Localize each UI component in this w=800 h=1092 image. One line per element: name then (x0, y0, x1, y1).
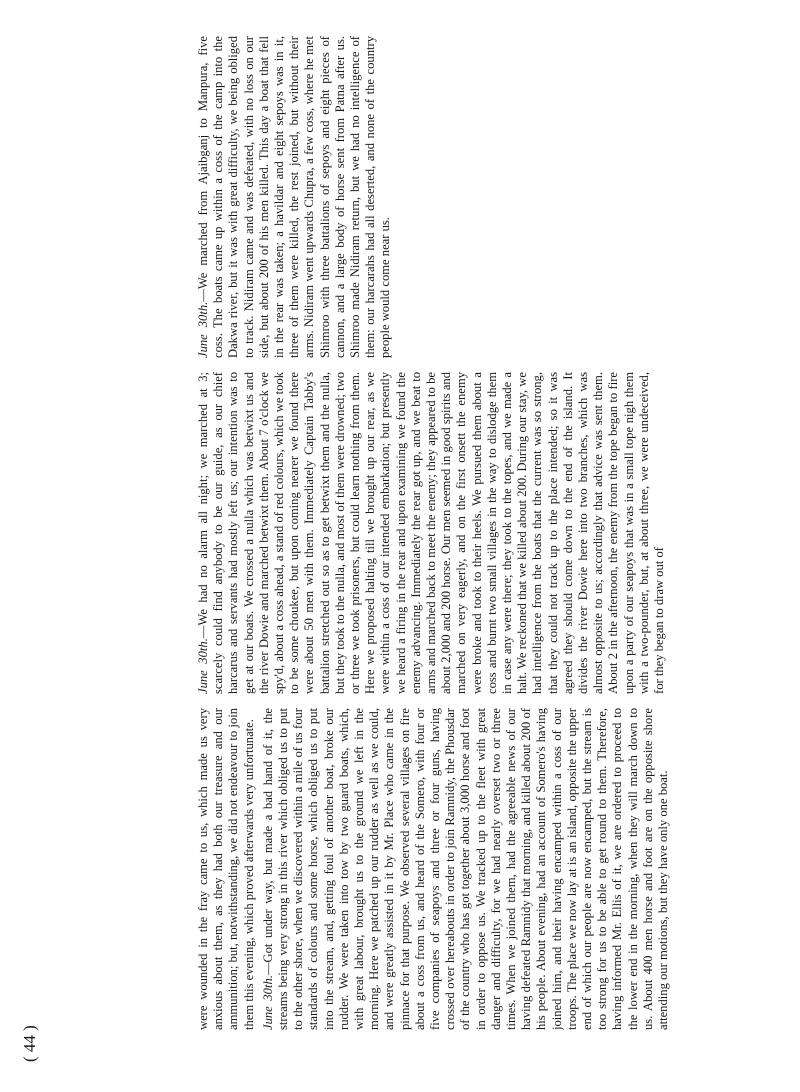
paragraph-text: —Got under way, but made a bad hand of it, the streams being very strong in this river which obliged us to put to the other shore, when we discovered within a mile of us four standards of colours and some horse, which obliged us to put into the stream, and, getting foul of another boat, broke our rudder. We were taken into tow by two guard boats, which, with great labour, brought us to the ground we left in the morning. Here we patched up our rudder as well as we could, and were greatly assisted in it by Mr. Place who came in the pinnace for that purpose. We observed several villages on fire about a coss from us, and heard of the Somero, with four or five companies of seapoys and three or four guns, having crossed over hereabouts in order to join Ramnidy, the Phousdar of the country who has got together about 3,000 horse and foot in order to oppose us. We tracked up to the fleet with great danger and difficulty, for we had nearly overset two or three times. When we joined them, had the agreeable news of our having defeated Ramnidy that morning, and killed about 200 of his people. About evening, had an account of Somero's having joined him, and their having encamped within a coss of our troops. The place we now lay at is an island, opposite the upper end of which our people are now encamped, but the stream is too strong for us to be able to get round to them. Therefore, having informed Mr. Ellis of it, we are ordered to proceed to the lower end in the morning, when they will march down to us. About 400 men horse and foot are on the opposite shore attending our motions, but they have only one boat. (260, 708, 671, 1030)
paragraph-text: —We had no alarm all night; we marched at 3; scarcely could find anybody to be our guide, as our chief harcarus and servants had mostly left us; our intention was to get at our boats. We crossed a nulla which was betwixt us and the river Dowie and marched betwixt them. About 7 o'clock we spy'd, about a coss ahead, a stand of red colours, which we took to be some choukee, but upon coming nearer we found there were about 50 men with them. Immediately Captain Tabby's battalion stretched out so as to get betwixt them and the nulla, but they took to the nulla, and most of them were drowned; two or three we took prisoners, but could learn nothing from them. Here we proposed halting till we brought up our rear, as we were within a coss of our intended embarkation; but presently we heard a firing in the rear and upon examining we found the enemy advancing. Immediately the rear got up, and we beat to arms and marched back to meet the enemy; they appeared to be about 2,000 and 200 horse. Our men seemed in good spirits and marched on very eagerly, and on the first onsett the enemy were broke and took to their heels. We pursued them about a coss and burnt two small villages in the way to dislodge them in case any were there; they took to the topes, and we made a halt. We reckoned that we killed about 200. During our stay, we had intelligence from the boats that the current was so strong, that they could not track up to the place intended; so it was agreed they should come down to the end of the island. It divides the river Dowie here into two branches, which was almost opposite to us; accordingly that advice was sent them. About 2 in the afternoon, the enemy from the tope began to fire upon a party of our seapoys that was in a small tope nigh them with a two-pounder, but, at about three, we were undeceived, for they began to draw out of (196, 372, 667, 694)
text-column-1 (196, 708, 776, 1030)
paragraph (196, 36, 394, 358)
paragraph-text: were wounded in the fray came to us, which made us very anxious about them, as they had both our treasure and our ammunition; but, notwithstanding, we did not endeavour to join them this evening, which proved afterwards very unfortunate. (196, 708, 256, 1030)
paragraph (196, 372, 667, 694)
page-number: ( 44 ) (20, 1025, 39, 1062)
paragraph-date: June 30th. (260, 975, 275, 1030)
text-columns (196, 30, 776, 1030)
paragraph (261, 708, 671, 1030)
paragraph-text: —We marched from Ajaibganj to Manpura, five coss. The boats came up within a coss of the camp into the Dakwa river, but it was with great difficulty, we being obliged to track. Nidiram came and was defeated, with no loss on our side, but about 200 of his men killed. This day a boat that fell in the rear was taken; a havildar and eight sepoys was in it, three of them were killed, the rest joined, but without their arms. Nidiram went upwards Chupra, a few coss, where he met Shimroo with three battalions of sepoys and eight pieces of cannon, and a large body of horse sent from Patna after us. Shimroo made Nidiram return, but we had no intelligence of them: our harcarahs had all deserted, and none of the country people would come near us. (196, 36, 393, 358)
text-column-3 (196, 36, 776, 358)
text-column-2 (196, 372, 776, 694)
paragraph-date: June 30th. (196, 301, 210, 358)
paragraph-date: June 30th. (196, 638, 210, 694)
paragraph (196, 708, 257, 1030)
